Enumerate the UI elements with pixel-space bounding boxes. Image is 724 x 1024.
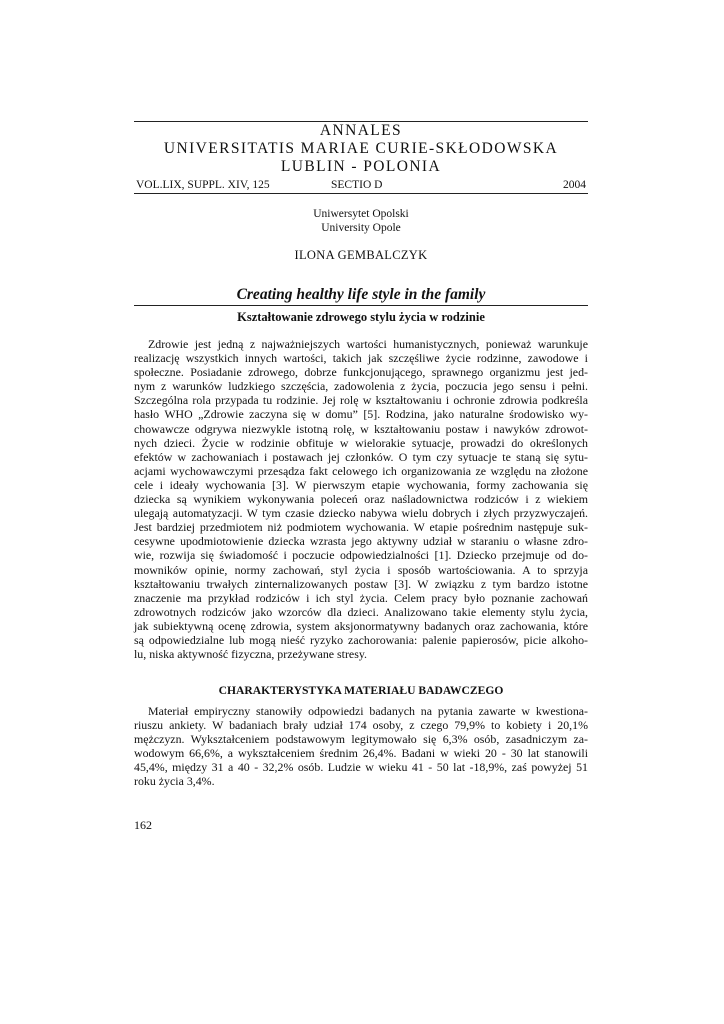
journal-name-line1: ANNALES bbox=[319, 122, 403, 139]
section-heading: CHARAKTERYSTYKA MATERIAŁU BADAWCZEGO bbox=[218, 684, 504, 697]
text-line: nych dzieci. Życie w rodzinie obfituje w wielorakie sytuacje, prowadzi do określonych bbox=[134, 435, 588, 450]
text-line: acjami wychowawczymi przesądza fakt celowego ich organizowania ze względu na złożone bbox=[134, 463, 588, 478]
title-rule bbox=[134, 305, 588, 306]
year-label: 2004 bbox=[563, 179, 586, 191]
text-line: nym z warunków ludzkiego szczęścia, zadowolenia z życia, poczucia jego sensu i pełni. bbox=[134, 379, 588, 394]
text-line: efektów w zachowaniach i postawach jej członków. O tym czy sytuacje te staną się sytu- bbox=[134, 449, 588, 464]
text-line: Szczególna rola przypada tu rodzinie. Jej rolę w kształtowaniu i ochronie zdrowia podkreśla bbox=[134, 393, 588, 408]
text-line: ulegają automatyzacji. W tym czasie dziecko nabywa wielu dobrych i złych przyzwyczajeń. bbox=[134, 506, 588, 521]
material-paragraph bbox=[134, 704, 588, 789]
page-number: 162 bbox=[134, 818, 152, 832]
author-name: ILONA GEMBALCZYK bbox=[294, 248, 428, 262]
text-line: mężczyzn. Wykształceniem podstawowym legitymowało się 6,3% osób, zasadniczym za- bbox=[134, 732, 588, 747]
text-line: Jest bardziej przedmiotem niż podmiotem wychowania. W etapie pośrednim następuje suk- bbox=[134, 520, 588, 535]
affiliation-english: University Opole bbox=[321, 222, 401, 234]
text-line: riuszu ankiety. W badaniach brały udział 174 osoby, z czego 79,9% to kobiety i 20,1% bbox=[134, 718, 588, 733]
volume-info-row bbox=[134, 178, 588, 192]
text-line: hasło WHO „Zdrowie zaczyna się w domu” [5]. Rodzina, jako naturalne środowisko wy- bbox=[134, 407, 588, 422]
article-title-english: Creating healthy life style in the family bbox=[236, 286, 486, 303]
affiliation-polish: Uniwersytet Opolski bbox=[313, 208, 409, 220]
text-line: Materiał empiryczny stanowiły odpowiedzi badanych na pytania zawarte w kwestiona- bbox=[148, 704, 588, 718]
text-line: kształtowaniu trwałych zinternalizowanych postaw [3]. W związku z tym bardzo istotne bbox=[134, 576, 588, 591]
text-line: dziecka są wynikiem wykonywania poleceń oraz naśladownictwa rodziców i z wiekiem bbox=[134, 492, 588, 507]
text-line: 45,4%, między 31 a 40 - 32,2% osób. Ludzie w wieku 41 - 50 lat -18,9%, zaś powyżej 51 bbox=[134, 760, 588, 775]
volume-label: VOL.LIX, SUPPL. XIV, 125 bbox=[136, 179, 270, 191]
text-line: cesywne upodmiotowienie dziecka wzrasta jego aktywny udział w staraniu o własne zdro- bbox=[134, 534, 588, 549]
header-bottom-rule bbox=[134, 193, 588, 194]
text-line: lu, niska aktywność fizyczna, przeżywane stresy. bbox=[134, 647, 367, 662]
intro-paragraph bbox=[134, 337, 588, 661]
text-line: wie, rozwija się świadomość i poczucie odpowiedzialności [1]. Dziecko przejmuje od do- bbox=[134, 548, 588, 563]
text-line: wodowym 66,6%, a wykształceniem średnim 26,4%. Badani w wieki 20 - 30 lat stanowili bbox=[134, 746, 588, 761]
text-line: cele i ideały wychowania [3]. W pierwszym etapie wychowania, formy zachowania się bbox=[134, 477, 588, 492]
article-title-polish: Kształtowanie zdrowego stylu życia w rodzinie bbox=[237, 310, 485, 324]
text-line: są odpowiedzialne lub mogą nieść ryzyko zachorowania: palenie papierosów, picie alkoho- bbox=[134, 632, 588, 647]
text-line: zdrowotnych rodziców jako wzorców dla dzieci. Analizowano takie elementy stylu życia, bbox=[134, 604, 588, 619]
journal-name-line2: UNIVERSITATIS MARIAE CURIE-SKŁODOWSKA bbox=[163, 140, 559, 157]
text-line: mowników opinie, normy zachowań, styl życia i sposób wartościowania. A to sprzyja bbox=[134, 562, 588, 577]
text-line: realizację wszystkich innych wartości, takich jak szczęśliwe życie rodzinne, zawodowe i bbox=[134, 351, 588, 366]
text-line: Zdrowie jest jedną z najważniejszych wartości humanistycznych, ponieważ warunkuje bbox=[148, 337, 588, 351]
journal-name-line3: LUBLIN - POLONIA bbox=[280, 158, 442, 175]
text-line: społeczne. Posiadanie zdrowego, dobrze funkcjonującego, sprawnego organizmu jest jed- bbox=[134, 365, 588, 380]
text-line: chowawcze odgrywa niezwykle istotną rolę, w kształtowaniu postaw i nawyków zdrowot- bbox=[134, 421, 588, 436]
text-line: jak subiektywną ocenę zdrowia, system aksjonormatywny badanych oraz zachowania, które bbox=[134, 618, 588, 633]
text-line: roku życia 3,4%. bbox=[134, 774, 215, 789]
section-label: SECTIO D bbox=[331, 179, 383, 191]
text-line: znaczenie ma przykład rodziców i ich styl życia. Celem pracy było poznanie zachowań bbox=[134, 590, 588, 605]
